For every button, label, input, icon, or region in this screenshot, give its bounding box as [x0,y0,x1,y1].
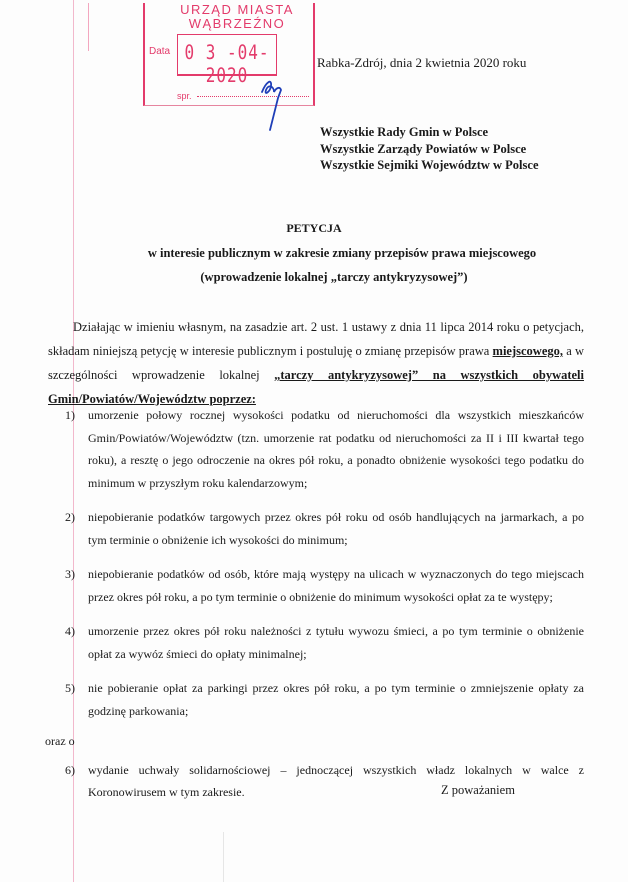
list-item [48,506,584,551]
office-stamp [143,3,315,106]
stamp-title [177,3,297,31]
stamp-title-line: URZĄD MIASTA [180,2,294,17]
scan-mark [88,3,89,51]
closing-salutation: Z poważaniem [441,783,515,797]
intro-text: Działając w imieniu własnym, na zasadzie art. 2 ust. 1 ustawy z dnia 11 lipca 2014 roku o petycjach, składam niniejszą petycję w interesie publicznym i postuluję o zmianę przepisów prawa [48,320,584,358]
stamp-date: 0 3 -04- 2020 [184,41,270,87]
stamp-date-label: Data [149,46,171,57]
item-text: nie pobieranie opłat za parkingi przez okres pół roku, a po tym terminie o zmniejszenie opłaty za godzinę parkowania; [88,681,584,718]
stamp-spr-label: spr. [177,91,192,101]
item-text: umorzenie przez okres pół roku należności z tytułu wywozu śmieci, a po tym terminie o obniżenie opłat za wywóz śmieci do opłaty minimalnej; [88,624,584,661]
stamp-date-box [177,34,277,87]
intro-text: a w szczególności wprowadzenie lokalnej [48,344,584,382]
document-title: PETYCJA [286,221,342,235]
item-number: 6) [65,762,75,777]
item-text: umorzenie połowy rocznej wysokości podatku od nieruchomości dla wszystkich mieszkańców Gmin/Powiatów/Województw (tzn. umorzenie rat podatku od nieruchomości za II i III kwartał tego roku), a resztę o jego odroczenie na okres pół roku, a ponadto obniżenie wysokości tego podatku do minimum w przyszłym roku kalendarzowym; [88,408,584,490]
connector-text: oraz o [45,734,75,748]
intro-emphasis: miejscowego, [492,344,564,358]
addressee-list [320,124,539,174]
item-number: 3) [65,567,75,581]
document-subtitle: w interesie publicznym w zakresie zmiany przepisów prawa miejscowego [147,246,537,260]
item-text: niepobieranie podatków targowych przez okres pół roku od osób handlujących na jarmarkach, a po tym terminie o obniżenie ich wysokości do minimum; [88,510,584,547]
stamp-title-line: WĄBRZEŹNO [188,16,286,31]
list-item [48,677,584,722]
addressee: Wszystkie Zarządy Powiatów w Polsce [320,141,527,156]
stamp-dotted-line [197,96,309,97]
addressee: Wszystkie Sejmiki Województw w Polsce [320,158,539,172]
intro-emphasis: „tarczy antykryzysowej” na wszystkich obywateli Gmin/Powiatów/Województw poprzez: [48,368,584,406]
demands-list [45,404,584,816]
list-item [48,404,584,494]
addressee: Wszystkie Rady Gmin w Polsce [320,125,489,139]
item-number: 5) [65,681,75,695]
list-item [48,620,584,665]
signature-icon [254,76,288,132]
item-number: 4) [65,624,75,638]
item-text: niepobieranie podatków od osób, które mają występy na ulicach w wyznaczonych do tego miejscach przez okres pół roku, a po tym terminie o obniżenie do minimum wysokości opłat za te występy; [88,567,584,604]
list-item [48,563,584,608]
document-subtitle-2: (wprowadzenie lokalnej „tarczy antykryzysowej”) [200,270,468,284]
item-number: 1) [65,408,75,422]
place-date: Rabka-Zdrój, dnia 2 kwietnia 2020 roku [317,55,527,70]
item-number: 2) [65,510,75,524]
intro-paragraph [48,315,584,411]
scan-mark [223,832,224,882]
item-text: wydanie uchwały solidarnościowej – jednoczącej wszystkich władz lokalnych w walce z Koronowirusem w tym zakresie. [88,762,584,799]
